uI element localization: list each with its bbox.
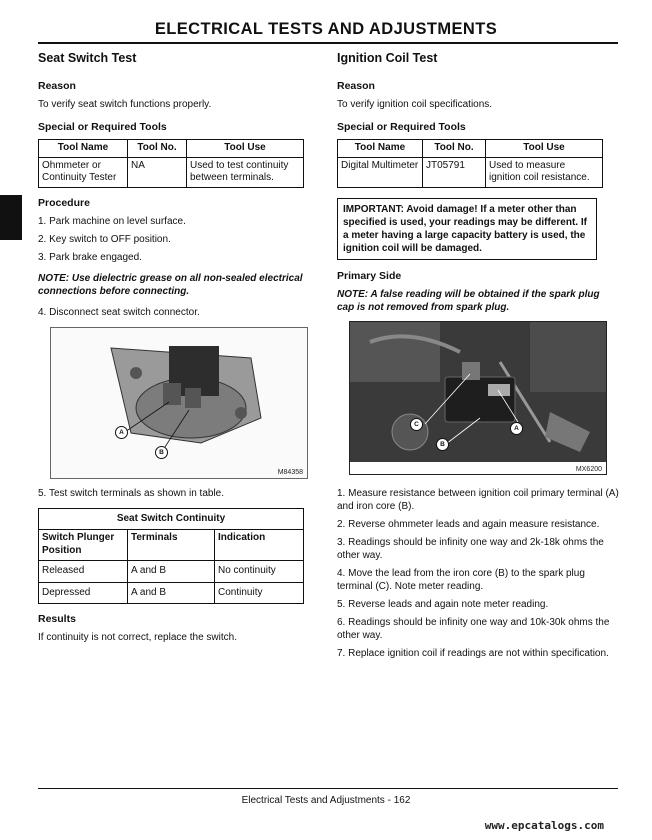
table-header-row (39, 530, 304, 561)
important-box: IMPORTANT: Avoid damage! If a meter other than specified is used, your readings may be different. If a meter having a large capacity battery is used, the ignition coil will be damaged. (337, 198, 597, 260)
table-row (338, 157, 603, 187)
table-cell: JT05791 (423, 157, 486, 187)
table-header: Tool Name (338, 140, 423, 158)
reason-heading: Reason (337, 80, 375, 92)
results-heading: Results (38, 613, 76, 625)
table-header: Tool Name (39, 140, 128, 158)
ignition-steps (337, 487, 619, 660)
list-item: 4. Move the lead from the iron core (B) to the spark plug terminal (C). Note meter reading. (337, 567, 585, 592)
step: 5. Test switch terminals as shown in table. (38, 487, 225, 499)
list-item: 7. Replace ignition coil if readings are not within specification. (337, 647, 609, 659)
table-row (39, 561, 304, 583)
callout-c: C (410, 418, 423, 431)
table-header: Tool No. (128, 140, 187, 158)
list-item: 1. Measure resistance between ignition coil primary terminal (A) and iron core (B). (337, 487, 619, 512)
watermark: www.epcatalogs.com (484, 819, 604, 832)
table-cell: Digital Multimeter (338, 157, 423, 187)
note: NOTE: A false reading will be obtained if the spark plug cap is not removed from spark plug. (337, 288, 600, 313)
table-cell: No continuity (215, 561, 304, 583)
note: NOTE: Use dielectric grease on all non-sealed electrical connections before connecting. (38, 272, 303, 297)
table-cell: A and B (128, 561, 215, 583)
ignition-coil-title: Ignition Coil Test (337, 51, 438, 65)
table-header: Terminals (128, 530, 215, 561)
tools-table (38, 139, 304, 188)
seat-switch-figure (50, 327, 308, 479)
continuity-title: Seat Switch Continuity (39, 508, 304, 530)
table-cell: Depressed (39, 582, 128, 604)
callout-b: B (436, 438, 449, 451)
step: 1. Park machine on level surface. (38, 215, 186, 227)
header-rule (38, 42, 618, 44)
table-header: Switch Plunger Position (39, 530, 128, 561)
results-text: If continuity is not correct, replace the switch. (38, 632, 237, 643)
step: 3. Park brake engaged. (38, 251, 142, 263)
seat-switch-illustration (51, 328, 307, 478)
step: 2. Key switch to OFF position. (38, 233, 171, 245)
table-header: Indication (215, 530, 304, 561)
reason-heading: Reason (38, 80, 76, 92)
seat-switch-section (38, 50, 306, 644)
table-row (39, 157, 304, 187)
table-cell: Used to measure ignition coil resistance. (486, 157, 603, 187)
callout-a: A (115, 426, 128, 439)
table-cell: Used to test continuity between terminals. (187, 157, 304, 187)
list-item: 3. Readings should be infinity one way and 2k-18k ohms the other way. (337, 536, 604, 561)
table-header: Tool Use (486, 140, 603, 158)
step: 4. Disconnect seat switch connector. (38, 306, 200, 318)
tools-table (337, 139, 603, 188)
ignition-coil-figure (349, 321, 607, 475)
ignition-coil-section (337, 50, 619, 665)
ignition-coil-photo (350, 322, 606, 462)
continuity-table (38, 508, 304, 605)
table-cell: Continuity (215, 582, 304, 604)
reason-text: To verify ignition coil specifications. (337, 99, 493, 110)
table-row (39, 582, 304, 604)
callout-a: A (510, 422, 523, 435)
table-header: Tool Use (187, 140, 304, 158)
table-cell: Ohmmeter or Continuity Tester (39, 157, 128, 187)
procedure-heading: Procedure (38, 196, 90, 209)
list-item: 6. Readings should be infinity one way and 10k-30k ohms the other way. (337, 616, 610, 641)
page-footer: Electrical Tests and Adjustments - 162 (241, 795, 411, 806)
figure-code: MX6200 (575, 465, 602, 473)
seat-switch-title: Seat Switch Test (38, 51, 137, 65)
callout-b: B (155, 446, 168, 459)
primary-side-heading: Primary Side (337, 269, 402, 282)
figure-code: M84358 (277, 468, 303, 476)
section-tab (0, 195, 22, 240)
tools-heading: Special or Required Tools (337, 121, 466, 133)
footer-rule (38, 788, 618, 789)
list-item: 2. Reverse ohmmeter leads and again measure resistance. (337, 518, 600, 530)
table-header: Tool No. (423, 140, 486, 158)
table-cell: A and B (128, 582, 215, 604)
page-title: ELECTRICAL TESTS AND ADJUSTMENTS (154, 20, 498, 38)
reason-text: To verify seat switch functions properly. (38, 99, 212, 110)
table-title-row (39, 508, 304, 530)
table-cell: NA (128, 157, 187, 187)
table-cell: Released (39, 561, 128, 583)
table-header-row (39, 140, 304, 158)
tools-heading: Special or Required Tools (38, 121, 167, 133)
list-item: 5. Reverse leads and again note meter reading. (337, 598, 549, 610)
table-header-row (338, 140, 603, 158)
